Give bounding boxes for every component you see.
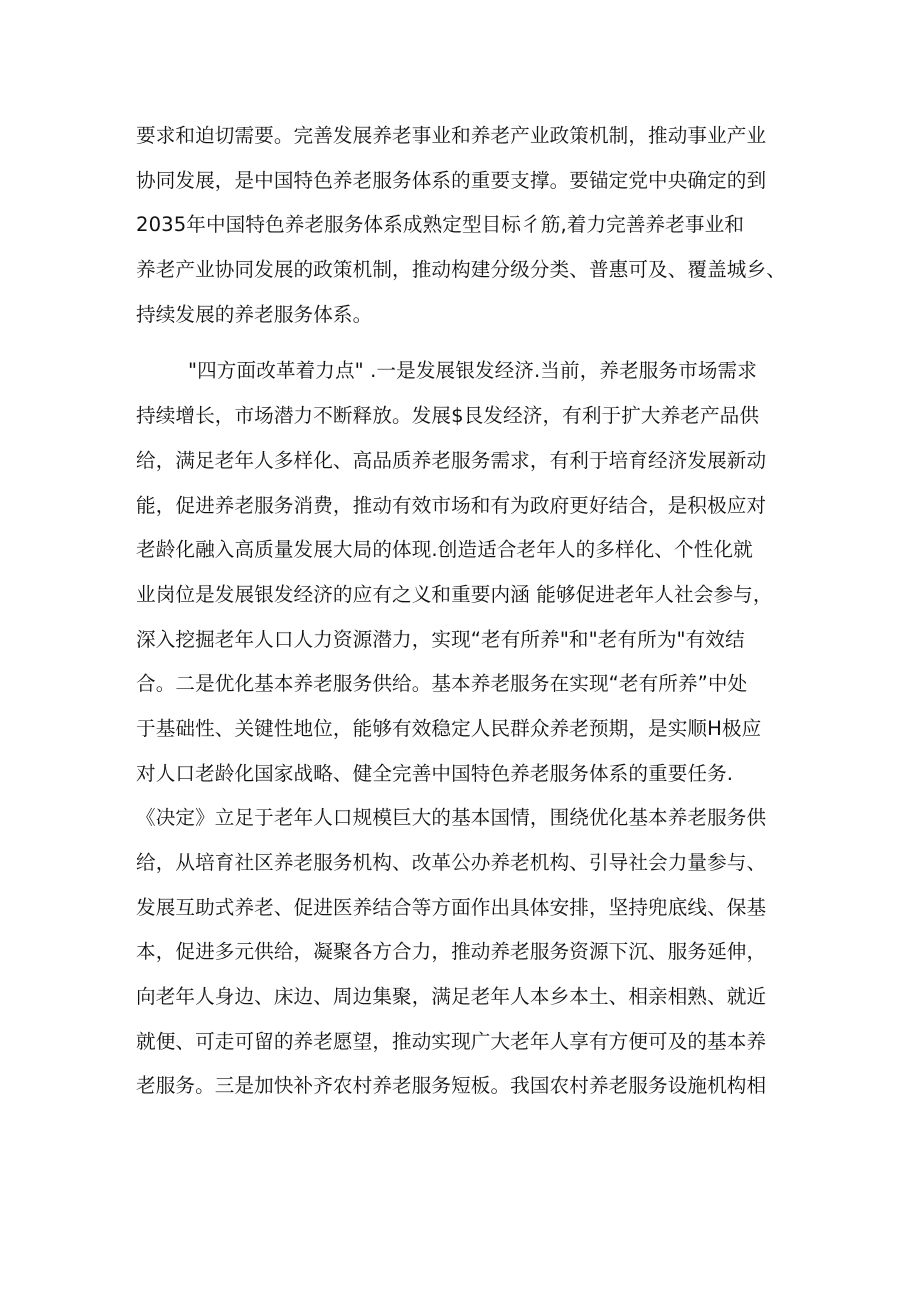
text-line: 给，满足老年人多样化、高品质养老服务需求，有利于培育经济发展新动 xyxy=(136,448,767,472)
text-line: 老龄化融入高质量发展大局的体现.创造适合老年人的多样化、个性化就 xyxy=(136,538,753,562)
text-line: 发展互助式养老、促进医养结合等方面作出具体安排，坚持兜底线、保基 xyxy=(136,895,767,919)
text-line: 持续增长，市场潜力不断释放。发展$艮发经济，有利于扩大养老产品供 xyxy=(136,404,760,428)
text-line: "四方面改革着力点" .一是发展银发经济.当前，养老服务市场需求 xyxy=(188,359,757,383)
paragraph-1 xyxy=(136,114,796,337)
text-line: 老服务。三是加快补齐农村养老服务短板。我国农村养老服务设施机构相 xyxy=(136,1074,767,1098)
text-line: 业岗位是发展银发经济的应有之义和重要内涵 能够促进老年人社会参与， xyxy=(136,582,773,606)
text-line: 对人口老龄化国家战略、健全完善中国特色养老服务体系的重要任务. xyxy=(136,761,734,785)
document-body xyxy=(136,114,796,1109)
text-line: 合。二是优化基本养老服务供给。基本养老服务在实现“老有所养”中处 xyxy=(136,672,748,696)
text-line: 向老年人身边、床边、周边集聚，满足老年人本乡本土、相亲相熟、就近 xyxy=(136,985,767,1009)
text-line: 2035年中国特色养老服务体系成熟定型目标彳筋,着力完善养老事业和 xyxy=(136,213,745,237)
paragraph-2 xyxy=(136,349,796,1109)
text-line: 协同发展，是中国特色养老服务体系的重要支撑。要锚定党中央确定的到 xyxy=(136,168,767,192)
text-line: 要求和迫切需要。完善发展养老事业和养老产业政策机制，推动事业产业 xyxy=(136,124,767,147)
text-line: 就便、可走可留的养老愿望，推动实现广大老年人享有方便可及的基本养 xyxy=(136,1029,767,1053)
text-line: 养老产业协同发展的政策机制，推动构建分级分类、普惠可及、覆盖城乡、 xyxy=(136,258,786,282)
text-line: 于基础性、关键性地位，能够有效稳定人民群众养老预期，是实顺H极应 xyxy=(136,716,762,740)
text-line: 持续发展的养老服务体系。 xyxy=(136,302,373,326)
paragraph-gap xyxy=(136,337,796,349)
text-line: 《决定》立足于老年人口规模巨大的基本国情，围绕优化基本养老服务供 xyxy=(136,806,767,830)
text-line: 本，促进多元供给，凝聚各方合力，推动养老服务资源下沉、服务延伸， xyxy=(136,940,767,964)
text-line: 能，促进养老服务消费，推动有效市场和有为政府更好结合，是积极应对 xyxy=(136,493,767,517)
text-line: 给，从培育社区养老服务机构、改革公办养老机构、引导社会力量参与、 xyxy=(136,851,767,874)
text-line: 深入挖掘老年人口人力资源潜力，实现“老有所养"和"老有所为"有效结 xyxy=(136,627,745,651)
